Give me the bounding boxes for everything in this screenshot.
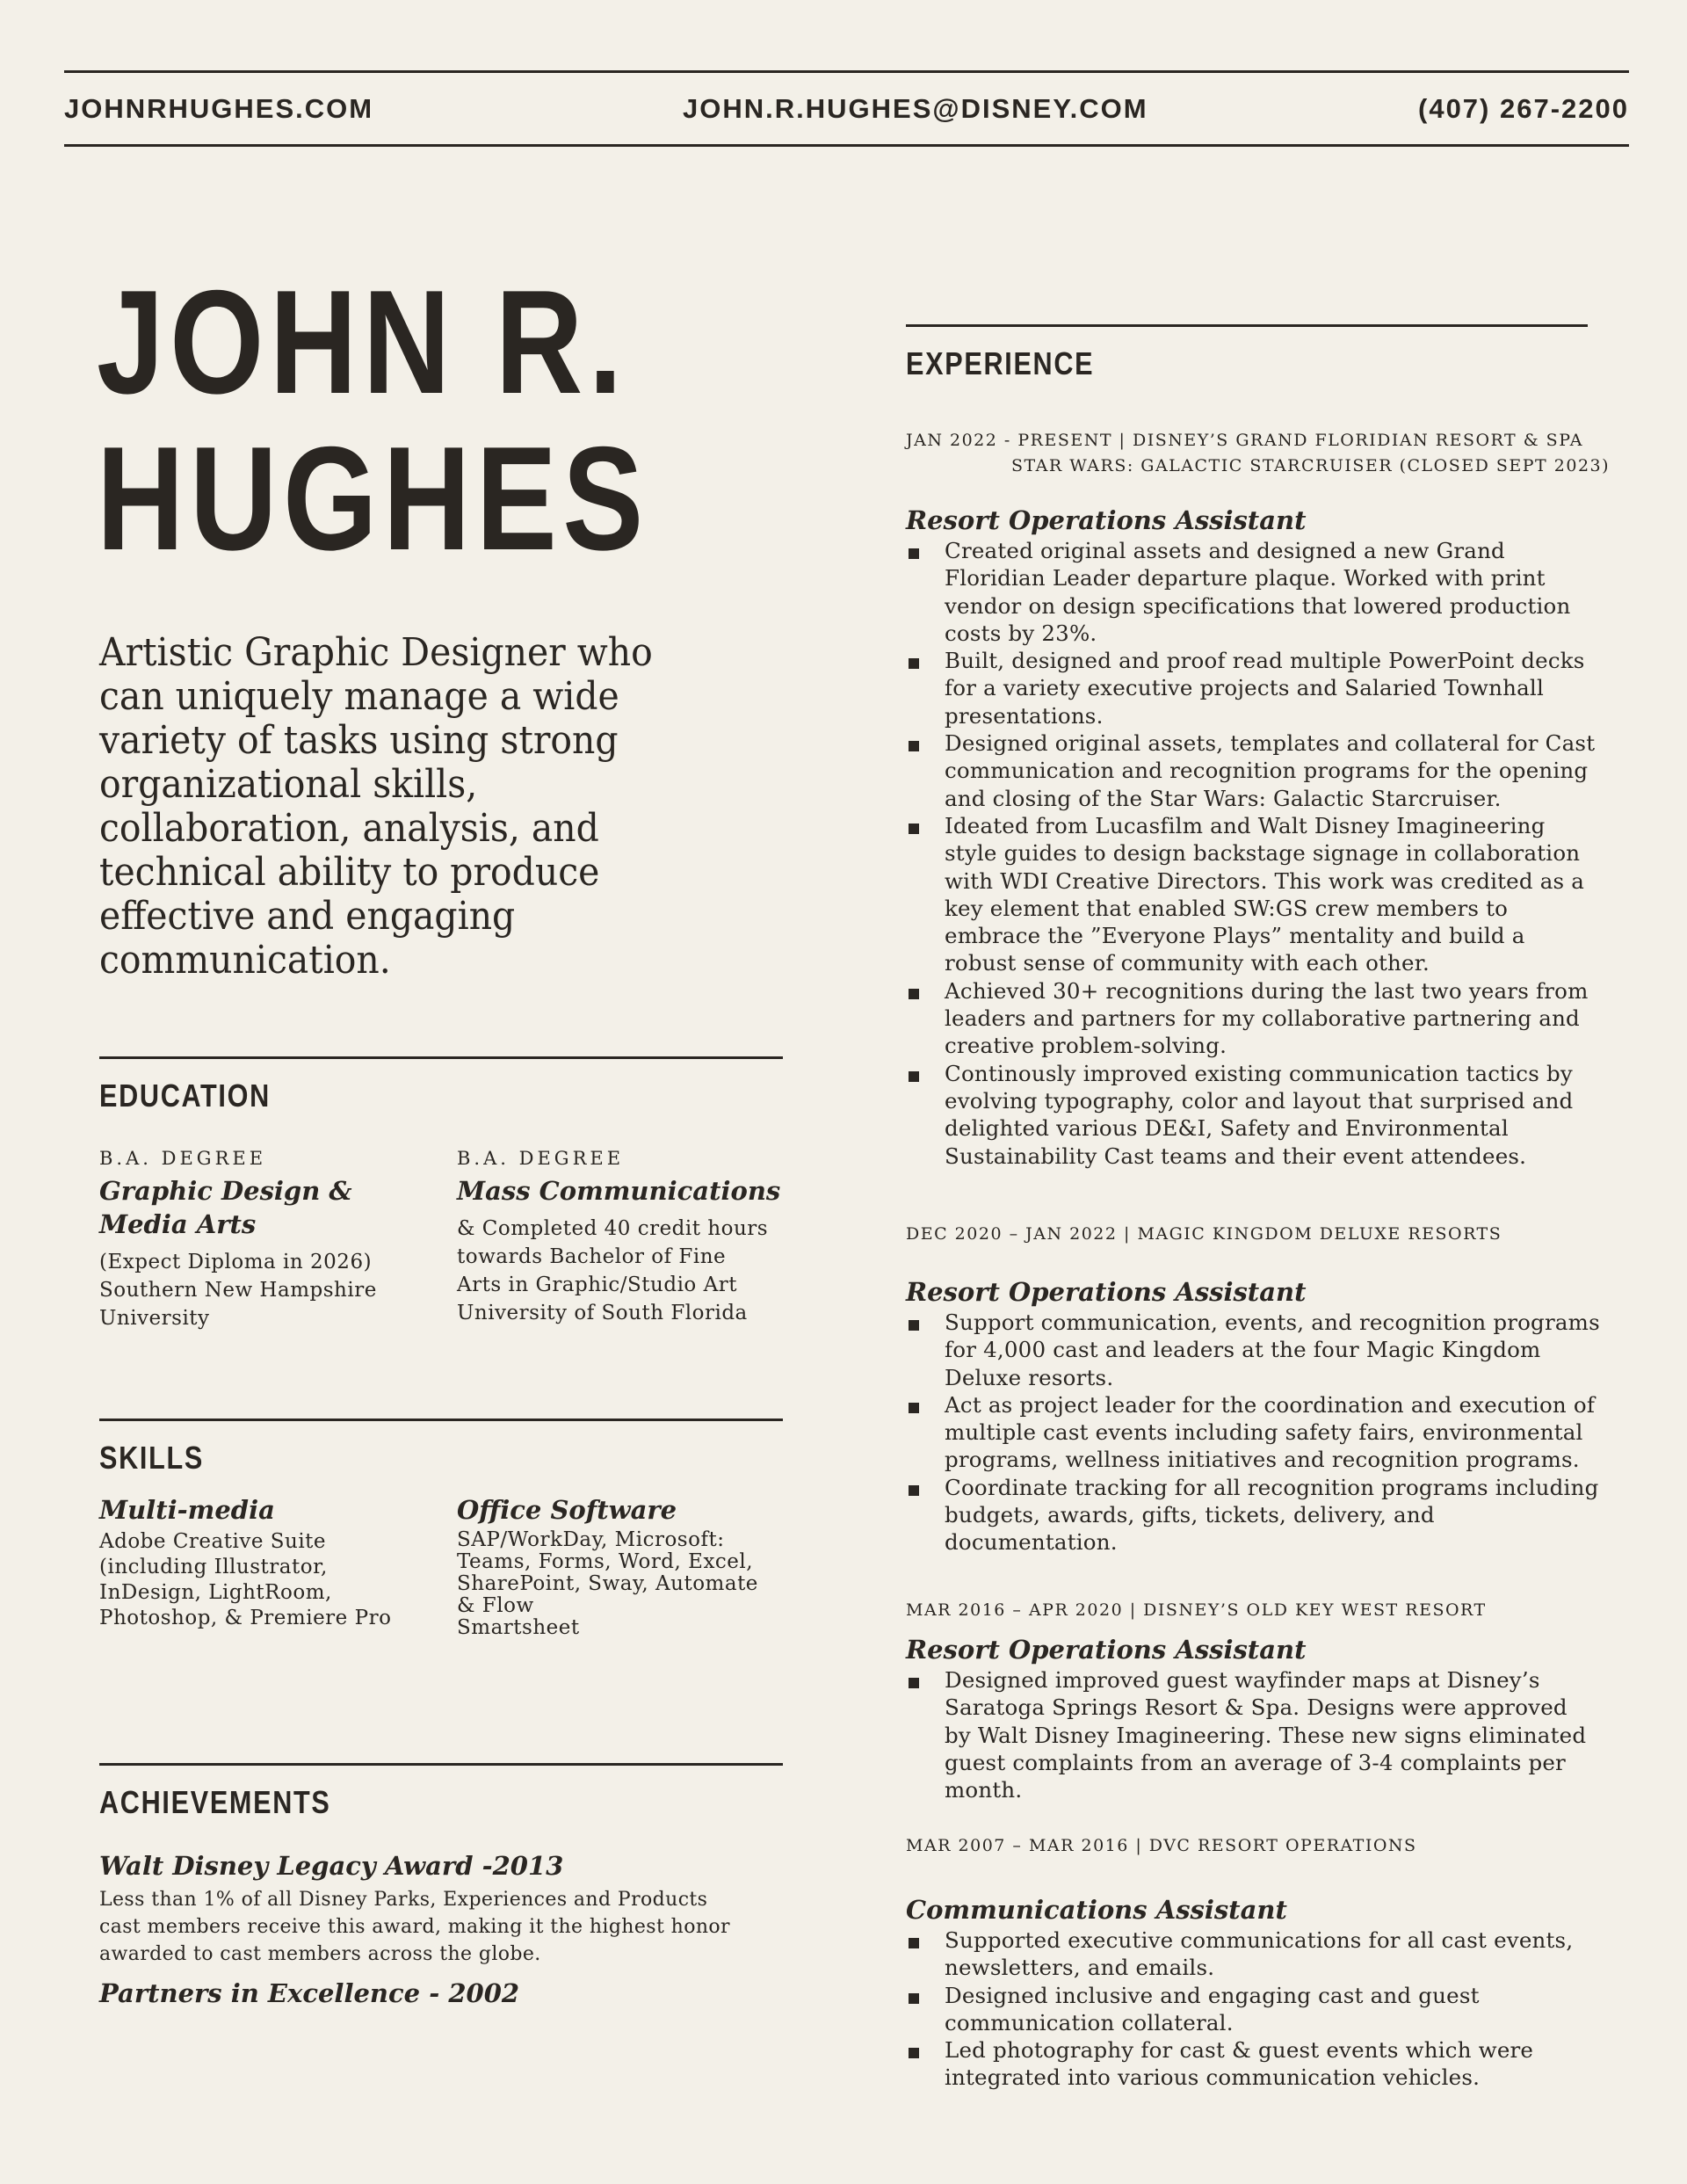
list-item: Created original assets and designed a new Grand Floridian Leader departure plaque. Worked with print vendor on design specifications that lowered production costs by 23%.: [906, 537, 1600, 647]
list-item: Support communication, events, and recognition programs for 4,000 cast and leaders at the four Magic Kingdom Deluxe resorts.: [906, 1309, 1600, 1391]
experience-heading: EXPERIENCE: [906, 345, 1095, 381]
degree-title: Mass Communications: [457, 1176, 781, 1206]
award-description: Less than 1% of all Disney Parks, Experiences and Products cast members receive this award, making it the highest honor awarded to cast members across the globe.: [99, 1889, 730, 1965]
name-line-1: JOHN R.: [97, 259, 628, 424]
list-item: Coordinate tracking for all recognition programs including budgets, awards, gifts, tickets, delivery, and documentation.: [906, 1474, 1600, 1556]
achievements-rule: [99, 1763, 783, 1766]
job-bullets: [906, 537, 1600, 1170]
job-bullets: [906, 1666, 1600, 1803]
name-line-2: HUGHES: [97, 416, 649, 581]
phone-number[interactable]: (407) 267-2200: [1418, 93, 1629, 124]
profile-summary: Artistic Graphic Designer who can uniquely manage a wide variety of tasks using strong organizational skills, collaboration, analysis, and technical ability to produce effective and engaging communication.: [99, 630, 653, 983]
list-item: Led photography for cast & guest events which were integrated into various communication vehicles.: [906, 2036, 1600, 2092]
skill-group: [99, 1494, 442, 1631]
job-bullets: [906, 1926, 1600, 2092]
job-bullets: [906, 1309, 1600, 1556]
skill-title: Office Software: [457, 1495, 677, 1525]
degree-detail: & Completed 40 credit hours towards Bachelor of Fine Arts in Graphic/Studio Art University of South Florida: [457, 1217, 769, 1324]
list-item: Designed original assets, templates and collateral for Cast communication and recognition programs for the opening and closing of the Star Wars: Galactic Starcruiser.: [906, 729, 1600, 812]
list-item: Achieved 30+ recognitions during the last two years from leaders and partners for my collaborative partnering and creative problem-solving.: [906, 977, 1600, 1060]
job-title: Resort Operations Assistant: [906, 505, 1307, 535]
job-body: [906, 1633, 1600, 1803]
top-rule: [64, 70, 1629, 73]
list-item: Supported executive communications for all cast events, newsletters, and emails.: [906, 1926, 1600, 1982]
achievements-list: [99, 1849, 793, 2010]
skill-detail: Adobe Creative Suite (including Illustrator, InDesign, LightRoom, Photoshop, & Premiere Pro: [99, 1530, 392, 1629]
list-item: Built, designed and proof read multiple PowerPoint decks for a variety executive projects and Salaried Townhall presentations.: [906, 647, 1600, 729]
skill-title: Multi-media: [99, 1495, 275, 1525]
job-entry: [906, 1222, 1600, 1247]
skill-detail: SAP/WorkDay, Microsoft: Teams, Forms, Word, Excel, SharePoint, Sway, Automate & Flow Smartsheet: [457, 1528, 758, 1639]
job-entry: [906, 428, 1611, 479]
education-item: [457, 1148, 791, 1327]
skill-group: [457, 1494, 791, 1639]
achievements-heading: ACHIEVEMENTS: [99, 1784, 331, 1820]
degree-detail: (Expect Diploma in 2026) Southern New Hampshire University: [99, 1251, 377, 1330]
award-title: Walt Disney Legacy Award -2013: [99, 1851, 564, 1881]
experience-rule: [906, 324, 1588, 327]
skills-rule: [99, 1419, 783, 1421]
job-entry: [906, 1833, 1600, 1859]
contact-bottom-rule: [64, 144, 1629, 147]
website-link[interactable]: JOHNRHUGHES.COM: [64, 93, 374, 124]
skills-heading: SKILLS: [99, 1440, 205, 1476]
list-item: Act as project leader for the coordination and execution of multiple cast events including safety fairs, environmental programs, wellness initiatives and recognition programs.: [906, 1391, 1600, 1474]
job-title: Resort Operations Assistant: [906, 1277, 1307, 1307]
education-heading: EDUCATION: [99, 1077, 271, 1114]
person-name: [97, 259, 649, 581]
degree-label: B.A. DEGREE: [457, 1148, 625, 1169]
education-rule: [99, 1056, 783, 1059]
job-title: Communications Assistant: [906, 1895, 1287, 1925]
job-meta: MAR 2016 – APR 2020 | DISNEY’S OLD KEY WEST RESORT: [906, 1600, 1487, 1620]
job-body: [906, 504, 1600, 1170]
list-item: Designed improved guest wayfinder maps at Disney’s Saratoga Springs Resort & Spa. Designs were approved by Walt Disney Imagineering. These new signs eliminated guest complaints from an average of 3-4 complaints per month.: [906, 1666, 1600, 1803]
job-meta: DEC 2020 – JAN 2022 | MAGIC KINGDOM DELUXE RESORTS: [906, 1224, 1502, 1244]
job-meta: MAR 2007 – MAR 2016 | DVC RESORT OPERATIONS: [906, 1836, 1417, 1855]
degree-label: B.A. DEGREE: [99, 1148, 267, 1169]
job-meta: JAN 2022 - PRESENT | DISNEY’S GRAND FLORIDIAN RESORT & SPA STAR WARS: GALACTIC STARCRUISER (CLOSED SEPT 2023): [906, 431, 1611, 475]
job-entry: [906, 1598, 1600, 1623]
job-body: [906, 1275, 1600, 1556]
list-item: Ideated from Lucasfilm and Walt Disney Imagineering style guides to design backstage signage in collaboration with WDI Creative Directors. This work was credited as a key element that enabled SW:GS crew members to embrace the ”Everyone Plays” mentality and build a robust sense of community with each other.: [906, 812, 1600, 977]
job-body: [906, 1893, 1600, 2092]
list-item: Continously improved existing communication tactics by evolving typography, color and layout that surprised and delighted various DE&I, Safety and Environmental Sustainability Cast teams and their event attendees.: [906, 1060, 1600, 1170]
award-title: Partners in Excellence - 2002: [99, 1978, 520, 2008]
email-link[interactable]: JOHN.R.HUGHES@DISNEY.COM: [683, 93, 1148, 124]
degree-title: Graphic Design & Media Arts: [99, 1176, 352, 1239]
job-title: Resort Operations Assistant: [906, 1635, 1307, 1665]
list-item: Designed inclusive and engaging cast and guest communication collateral.: [906, 1982, 1600, 2037]
education-item: [99, 1148, 433, 1332]
